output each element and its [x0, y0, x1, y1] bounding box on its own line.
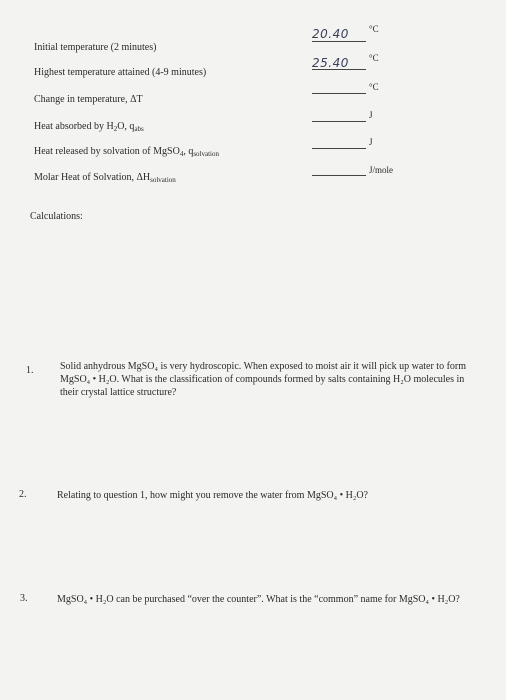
- row-change-temp-label: Change in temperature, ΔT: [34, 94, 143, 105]
- question-3-number: 3.: [20, 593, 28, 604]
- row-heat-absorbed-label: Heat absorbed by $H_2O$, $q_{abs}$: [34, 121, 144, 133]
- question-2-text: Relating to question 1, how might you remove the water from MgSO₄ • H₂O?: [57, 490, 368, 501]
- row-heat-absorbed-unit: J: [369, 110, 373, 120]
- question-1-number: 1.: [26, 365, 34, 376]
- row-initial-temp-unit: °C: [369, 24, 379, 34]
- row-highest-temp-value: 25.40: [312, 56, 349, 70]
- row-heat-released-label: Heat released by solvation of MgSO$_4$, $q_{solvation}$: [34, 146, 219, 158]
- row-initial-temp-label: Initial temperature (2 minutes): [34, 42, 157, 53]
- row-heat-released-unit: J: [369, 137, 373, 147]
- row-highest-temp-label: Highest temperature attained (4-9 minutes): [34, 67, 207, 78]
- answer-line: [312, 175, 366, 176]
- row-molar-heat-unit: J/mole: [369, 165, 393, 175]
- answer-line: [312, 41, 366, 42]
- row-highest-temp-unit: °C: [369, 53, 379, 63]
- answer-line: [312, 148, 366, 149]
- row-molar-heat-label: Molar Heat of Solvation, $\Delta H_{solvation}$: [34, 172, 176, 184]
- question-1-text: Solid anhydrous MgSO₄ is very hydroscopic. When exposed to moist air it will pick up water to form MgSO₄ • H₂O. What is the classification of compounds formed by salts containing H₂O molecules in their crystal lattice structure?: [60, 361, 467, 398]
- question-3-text: MgSO₄ • H₂O can be purchased “over the counter”. What is the “common” name for MgSO₄ • H₂O?: [57, 594, 460, 605]
- row-initial-temp-value: 20.40: [312, 27, 349, 41]
- answer-line: [312, 93, 366, 94]
- question-2-number: 2.: [19, 489, 27, 500]
- answer-line: [312, 121, 366, 122]
- answer-line: [312, 69, 366, 70]
- calculations-label: Calculations:: [30, 211, 83, 222]
- row-change-temp-unit: °C: [369, 82, 379, 92]
